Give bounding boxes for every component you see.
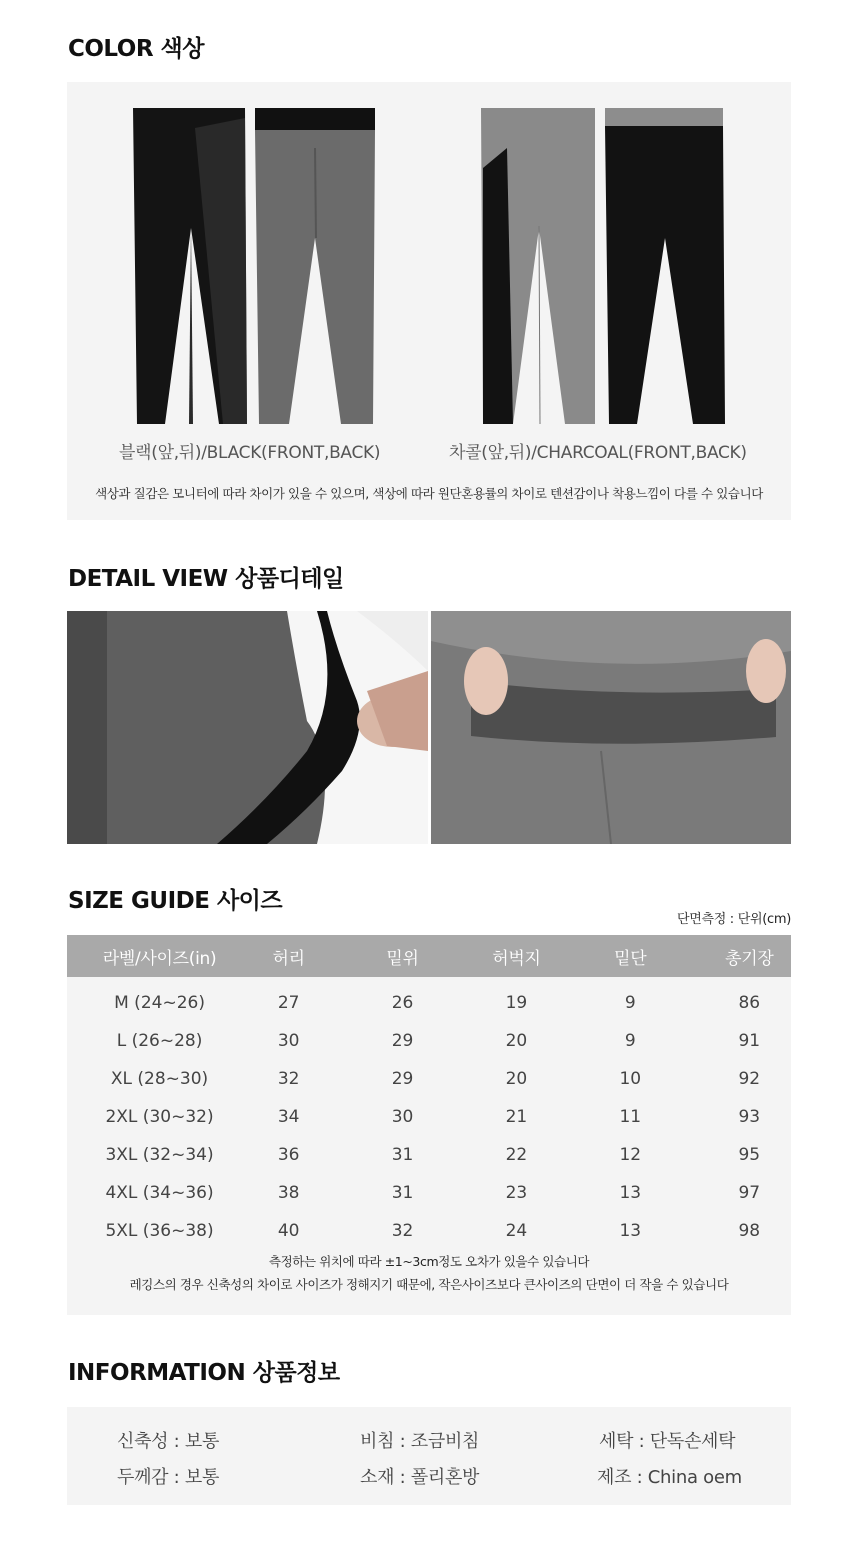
rise-value: 32 (391, 1221, 414, 1241)
detail-image-side (67, 611, 428, 844)
size-label: 2XL (30~32) (105, 1107, 214, 1127)
info-material: 소재 : 폴리혼방 (360, 1467, 480, 1488)
black-back-pants-image (255, 108, 377, 428)
thigh-value: 23 (505, 1183, 528, 1203)
color-heading: COLOR 색상 (68, 36, 204, 62)
waist-value: 27 (277, 993, 300, 1013)
waist-value: 38 (277, 1183, 300, 1203)
size-note-2: 레깅스의 경우 신축성의 차이로 사이즈가 정해지기 때문에, 작은사이즈보다 큰사이즈의 단면이 더 작을 수 있습니다 (129, 1277, 729, 1292)
col-thigh: 허벅지 (480, 935, 553, 977)
charcoal-front-pants-image (479, 108, 599, 428)
black-front-pants-image (131, 108, 249, 428)
info-panel (67, 1407, 791, 1505)
info-sheerness: 비침 : 조금비침 (360, 1431, 480, 1452)
col-length: 총기장 (708, 935, 791, 977)
waist-value: 40 (277, 1221, 300, 1241)
hem-value: 9 (624, 1031, 636, 1051)
black-caption: 블랙(앞,뒤)/BLACK(FRONT,BACK) (119, 443, 381, 463)
table-row (67, 1098, 791, 1136)
table-row (67, 1060, 791, 1098)
length-value: 98 (738, 1221, 761, 1241)
size-label: L (26~28) (116, 1031, 203, 1051)
hem-value: 13 (619, 1221, 642, 1241)
hem-value: 10 (619, 1069, 642, 1089)
waist-value: 36 (277, 1145, 300, 1165)
waist-value: 34 (277, 1107, 300, 1127)
thigh-value: 22 (505, 1145, 528, 1165)
info-stretch: 신축성 : 보통 (117, 1431, 220, 1452)
waist-value: 30 (277, 1031, 300, 1051)
length-value: 93 (738, 1107, 761, 1127)
length-value: 95 (738, 1145, 761, 1165)
charcoal-caption: 차콜(앞,뒤)/CHARCOAL(FRONT,BACK) (449, 443, 747, 463)
size-label: M (24~26) (114, 993, 205, 1013)
rise-value: 26 (391, 993, 414, 1013)
thigh-value: 19 (505, 993, 528, 1013)
col-waist: 허리 (252, 935, 325, 977)
rise-value: 29 (391, 1031, 414, 1051)
size-unit-label: 단면측정 : 단위(cm) (676, 912, 791, 927)
table-row (67, 1136, 791, 1174)
hem-value: 12 (619, 1145, 642, 1165)
size-heading: SIZE GUIDE 사이즈 (68, 888, 283, 914)
rise-value: 31 (391, 1183, 414, 1203)
table-row (67, 1212, 791, 1250)
info-washing: 세탁 : 단독손세탁 (599, 1431, 736, 1452)
rise-value: 29 (391, 1069, 414, 1089)
size-note-1: 측정하는 위치에 따라 ±1~3cm정도 오차가 있을수 있습니다 (268, 1254, 590, 1269)
length-value: 91 (738, 1031, 761, 1051)
table-row (67, 1022, 791, 1060)
thigh-value: 20 (505, 1069, 528, 1089)
size-label: 5XL (36~38) (105, 1221, 214, 1241)
info-heading: INFORMATION 상품정보 (68, 1360, 340, 1386)
size-label: 4XL (34~36) (105, 1183, 214, 1203)
color-panel (67, 82, 791, 520)
col-label: 라벨/사이즈(in) (67, 935, 252, 977)
size-label: 3XL (32~34) (105, 1145, 214, 1165)
col-hem: 밑단 (553, 935, 708, 977)
size-notes (67, 1250, 791, 1310)
detail-heading: DETAIL VIEW 상품디테일 (68, 566, 344, 592)
waist-value: 32 (277, 1069, 300, 1089)
table-row (67, 1174, 791, 1212)
thigh-value: 24 (505, 1221, 528, 1241)
length-value: 86 (738, 993, 761, 1013)
size-table-header (67, 935, 791, 977)
hem-value: 9 (624, 993, 636, 1013)
info-thickness: 두께감 : 보통 (117, 1467, 220, 1488)
table-row (67, 977, 791, 1022)
rise-value: 31 (391, 1145, 414, 1165)
thigh-value: 21 (505, 1107, 528, 1127)
length-value: 92 (738, 1069, 761, 1089)
size-table (67, 935, 791, 1250)
size-label: XL (28~30) (110, 1069, 209, 1089)
hem-value: 13 (619, 1183, 642, 1203)
rise-value: 30 (391, 1107, 414, 1127)
length-value: 97 (738, 1183, 761, 1203)
thigh-value: 20 (505, 1031, 528, 1051)
col-rise: 밑위 (325, 935, 480, 977)
info-manufacture: 제조 : China oem (597, 1467, 742, 1488)
detail-image-waistband (431, 611, 791, 844)
charcoal-back-pants-image (605, 108, 727, 428)
color-note: 색상과 질감은 모니터에 따라 차이가 있을 수 있으며, 색상에 따라 원단혼용률의 차이로 텐션감이나 착용느낌이 다를 수 있습니다 (95, 486, 763, 501)
hem-value: 11 (619, 1107, 642, 1127)
